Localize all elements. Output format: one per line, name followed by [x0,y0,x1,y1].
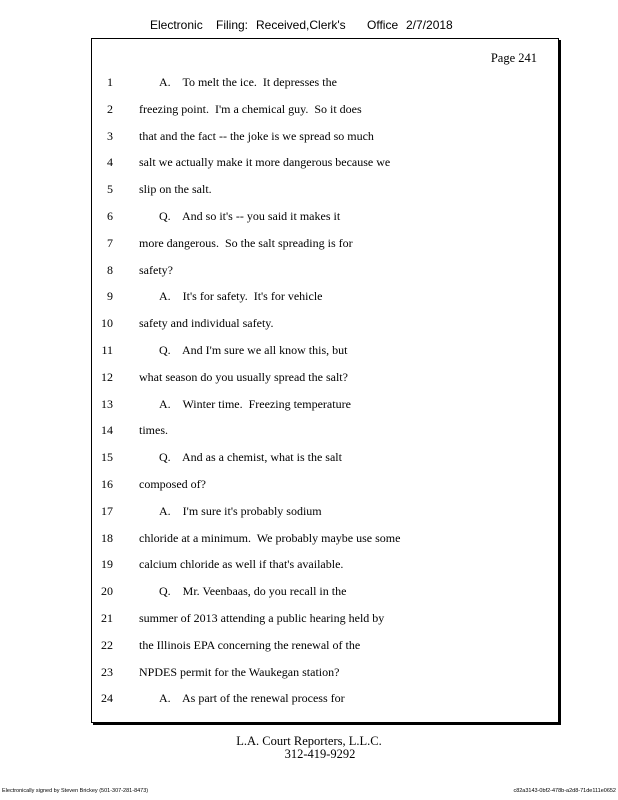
transcript-line [92,75,558,95]
transcript-line [92,477,558,497]
line-number: 6 [107,209,113,223]
page-number-label: Page 241 [490,51,537,65]
line-number: 1 [107,75,113,89]
line-number: 4 [107,155,113,170]
line-text: A. It's for safety. It's for vehicle [159,289,323,304]
transcript-line [92,423,558,443]
header-filing: Filing: [216,18,249,32]
line-number: 22 [101,637,113,652]
transcript-line [92,557,558,577]
line-number: 3 [107,128,113,143]
footer-phone: 312-419-9292 [284,747,356,761]
line-number: 21 [101,611,113,625]
line-text: slip on the salt. [139,182,212,197]
line-text: safety? [139,262,173,277]
transcript-line [92,343,558,363]
line-text: Q. Mr. Veenbaas, do you recall in the [159,584,347,599]
line-text: what season do you usually spread the salt? [139,369,348,384]
line-text: Q. And so it's -- you said it makes it [159,209,341,223]
transcript-line [92,155,558,175]
line-text: A. I'm sure it's probably sodium [159,503,322,518]
line-text: composed of? [139,477,206,491]
line-number: 8 [107,262,113,277]
transcript-line [92,263,558,283]
line-number: 17 [101,503,113,518]
line-text: freezing point. I'm a chemical guy. So it does [139,101,362,116]
line-number: 20 [101,584,113,599]
transcript-line [92,531,558,551]
line-text: salt we actually make it more dangerous because we [139,155,391,170]
transcript-line [92,209,558,229]
header-office: Office [367,18,399,32]
line-number: 19 [101,557,113,572]
transcript-line [92,182,558,202]
transcript-line [92,665,558,685]
line-text: chloride at a minimum. We probably maybe use some [139,530,401,545]
signature-note: Electronically signed by Steven Brickey (501-307-281-8473) [2,788,149,794]
transcript-line [92,370,558,390]
document-id: c82a3143-0bf2-478b-a2d8-71de111e0652 [513,788,616,794]
transcript-line [92,691,558,711]
transcript-line [92,504,558,524]
line-text: summer of 2013 attending a public hearing held by [139,611,385,625]
transcript-line [92,129,558,149]
transcript-line [92,236,558,256]
line-text: more dangerous. So the salt spreading is for [139,235,353,250]
transcript-line [92,450,558,470]
line-number: 13 [101,396,113,411]
transcript-line [92,584,558,604]
transcript-page [91,38,559,723]
transcript-line [92,102,558,122]
line-text: safety and individual safety. [139,316,274,331]
line-text: calcium chloride as well if that's available. [139,557,344,572]
filing-header [0,18,618,38]
line-number: 10 [101,316,113,331]
line-number: 15 [101,450,113,465]
line-number: 18 [101,530,113,545]
line-number: 7 [107,235,113,250]
line-number: 14 [101,423,113,438]
line-text: A. As part of the renewal process for [159,691,345,706]
line-text: A. Winter time. Freezing temperature [159,396,351,411]
transcript-line [92,611,558,631]
line-number: 5 [107,182,113,197]
line-number: 11 [101,343,113,357]
line-text: times. [139,423,168,438]
header-electronic: Electronic [150,18,203,32]
transcript-line [92,638,558,658]
line-number: 23 [101,664,113,679]
line-number: 24 [101,691,113,706]
line-text: the Illinois EPA concerning the renewal of the [139,637,361,652]
line-number: 2 [107,101,113,116]
transcript-line [92,316,558,336]
transcript-line [92,289,558,309]
transcript-line [92,397,558,417]
line-text: A. To melt the ice. It depresses the [159,75,337,89]
line-text: that and the fact -- the joke is we spread so much [139,128,374,143]
header-date: 2/7/2018 [406,18,453,32]
line-number: 12 [101,369,113,384]
line-text: Q. And as a chemist, what is the salt [159,450,342,465]
line-text: NPDES permit for the Waukegan station? [139,664,340,679]
footer-company: L.A. Court Reporters, L.L.C. [236,734,382,748]
line-number: 9 [107,289,113,304]
line-number: 16 [101,477,113,491]
line-text: Q. And I'm sure we all know this, but [159,343,348,357]
header-received-clerks: Received,Clerk's [256,18,346,32]
